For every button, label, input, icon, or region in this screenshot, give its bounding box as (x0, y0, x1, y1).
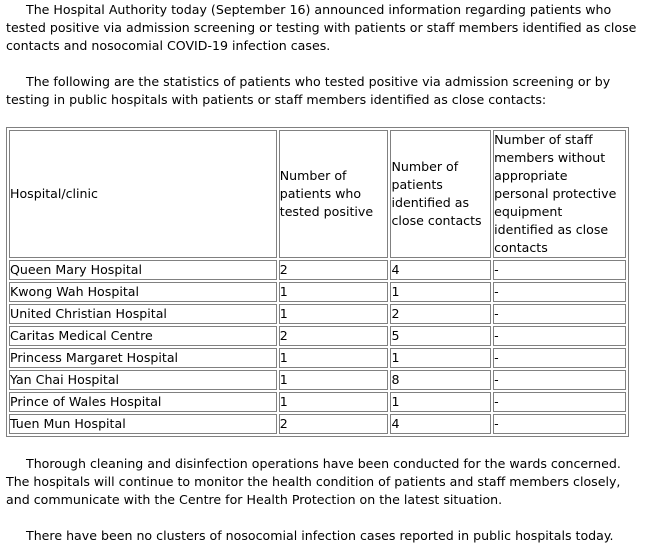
statistics-table (6, 127, 629, 437)
close-contact-count: 1 (390, 348, 491, 368)
table-row (9, 282, 626, 302)
closing-paragraph: There have been no clusters of nosocomial infection cases reported in public hospitals today. (26, 528, 614, 543)
positive-count: 2 (279, 414, 389, 434)
staff-close-contact-count: - (493, 326, 626, 346)
staff-close-contact-count: - (493, 348, 626, 368)
staff-close-contact-count: - (493, 282, 626, 302)
header-hospital: Hospital/clinic (9, 130, 277, 258)
positive-count: 1 (279, 370, 389, 390)
intro-paragraph: The Hospital Authority today (September 16) announced information regarding patients who tested positive via admission screening or testing with patients or staff members identified as close contacts and nosocomial COVID-19 infection cases. (6, 2, 637, 53)
close-contact-count: 1 (390, 392, 491, 412)
positive-count: 2 (279, 326, 389, 346)
hospital-name: Kwong Wah Hospital (9, 282, 277, 302)
hospital-name: Yan Chai Hospital (9, 370, 277, 390)
staff-close-contact-count: - (493, 392, 626, 412)
hospital-name: Princess Margaret Hospital (9, 348, 277, 368)
close-contact-count: 5 (390, 326, 491, 346)
table-row (9, 348, 626, 368)
table-row (9, 392, 626, 412)
followup-paragraph: Thorough cleaning and disinfection operations have been conducted for the wards concerned. The hospitals will continue to monitor the health condition of patients and staff members closely, and communicate with the Centre for Health Protection on the latest situation. (6, 456, 621, 507)
table-row (9, 260, 626, 280)
hospital-name: Caritas Medical Centre (9, 326, 277, 346)
close-contact-count: 1 (390, 282, 491, 302)
close-contact-count: 4 (390, 260, 491, 280)
lead-paragraph: The following are the statistics of patients who tested positive via admission screening or by testing in public hospitals with patients or staff members identified as close contacts: (6, 74, 611, 107)
hospital-name: United Christian Hospital (9, 304, 277, 324)
table-row (9, 414, 626, 434)
staff-close-contact-count: - (493, 260, 626, 280)
positive-count: 1 (279, 348, 389, 368)
hospital-name: Prince of Wales Hospital (9, 392, 277, 412)
close-contact-count: 2 (390, 304, 491, 324)
close-contact-count: 4 (390, 414, 491, 434)
positive-count: 2 (279, 260, 389, 280)
table-header-row (9, 130, 626, 258)
header-close-contacts: Number of patients identified as close contacts (390, 130, 491, 258)
staff-close-contact-count: - (493, 304, 626, 324)
staff-close-contact-count: - (493, 414, 626, 434)
header-positive: Number of patients who tested positive (279, 130, 389, 258)
close-contact-count: 8 (390, 370, 491, 390)
staff-close-contact-count: - (493, 370, 626, 390)
table-row (9, 326, 626, 346)
hospital-name: Tuen Mun Hospital (9, 414, 277, 434)
positive-count: 1 (279, 282, 389, 302)
header-staff-close-contacts: Number of staff members without appropriate personal protective equipment identified as close contacts (493, 130, 626, 258)
table-row (9, 304, 626, 324)
positive-count: 1 (279, 304, 389, 324)
positive-count: 1 (279, 392, 389, 412)
table-row (9, 370, 626, 390)
hospital-name: Queen Mary Hospital (9, 260, 277, 280)
